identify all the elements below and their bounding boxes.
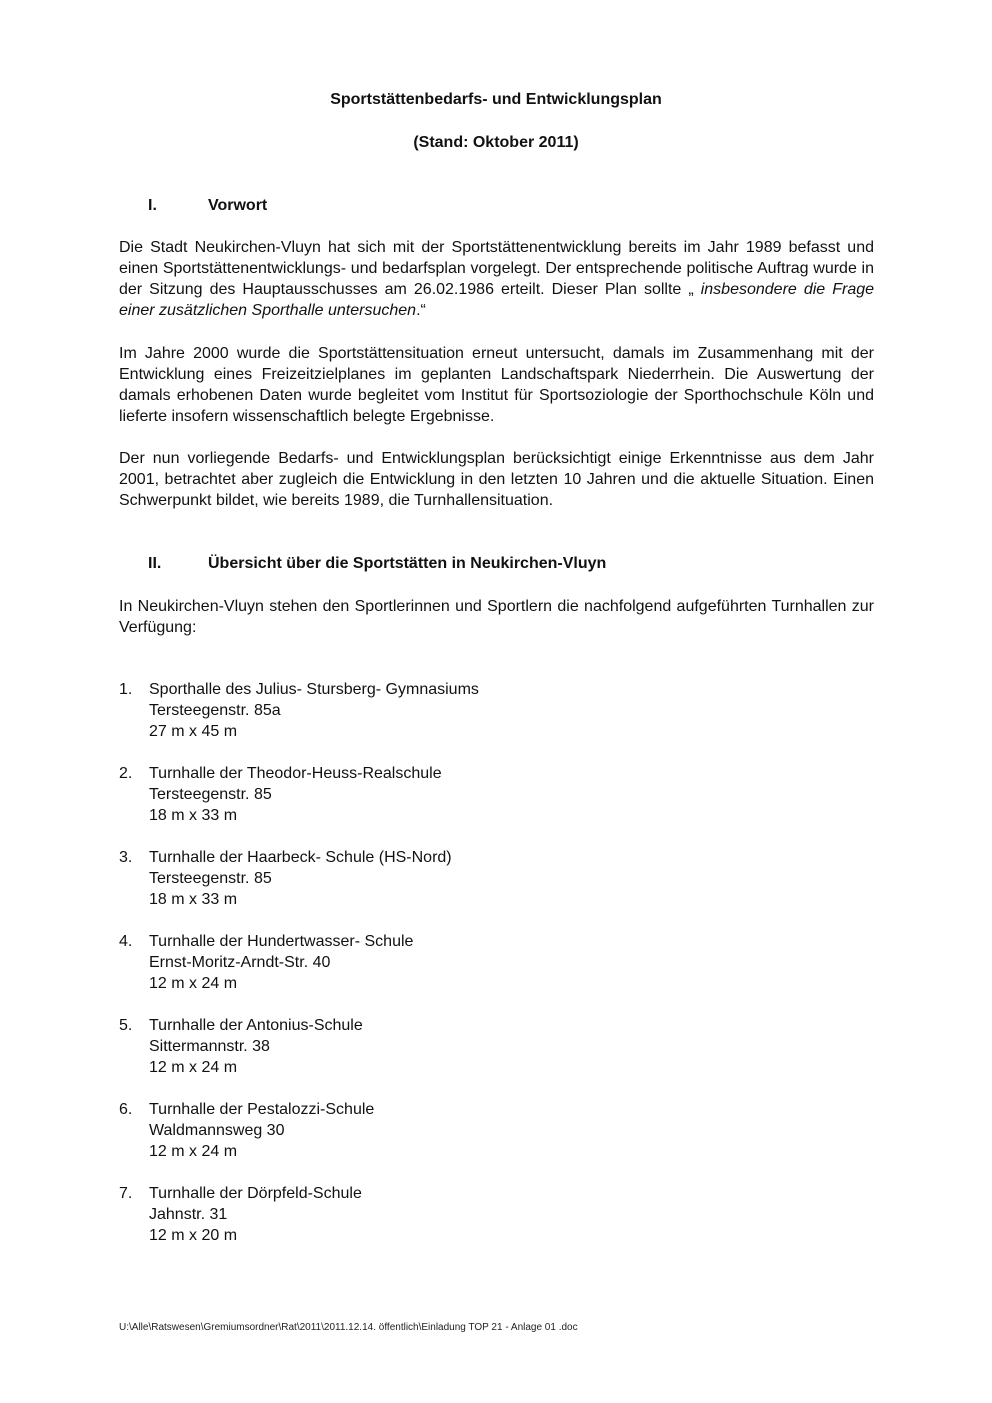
list-item: [119, 1183, 874, 1246]
section-title: Vorwort: [208, 197, 268, 214]
paragraph-1: [119, 237, 874, 321]
section-number: II.: [148, 555, 162, 572]
hall-address: Waldmannsweg 30: [149, 1122, 285, 1139]
list-item: [119, 1015, 874, 1078]
hall-size: 12 m x 24 m: [149, 1143, 238, 1160]
hall-name: Turnhalle der Dörpfeld-Schule: [149, 1185, 362, 1202]
list-item: [119, 847, 874, 910]
paragraph-intro: In Neukirchen-Vluyn stehen den Sportlerinnen und Sportlern die nachfolgend aufgeführten Turnhallen zur Verfügung:: [119, 598, 874, 636]
hall-size: 12 m x 20 m: [149, 1227, 238, 1244]
hall-name: Turnhalle der Hundertwasser- Schule: [149, 933, 414, 950]
paragraph-1-text: Die Stadt Neukirchen-Vluyn hat sich mit der Sportstättenentwicklung bereits im Jahr 1989 befasst und einen Sportstättenentwicklungs- und bedarfsplan vorgelegt. Der entsprechende politische Auftrag wurde in der Sitzung des Hauptausschusses am 26.02.1986 erteilt. Dieser Plan sollte „: [119, 239, 874, 298]
section-heading-uebersicht: [148, 555, 606, 573]
section-heading-vorwort: [148, 197, 267, 215]
hall-size: 27 m x 45 m: [149, 723, 238, 740]
list-number: 4.: [119, 933, 133, 950]
hall-size: 12 m x 24 m: [149, 975, 238, 992]
paragraph-2: Im Jahre 2000 wurde die Sportstättensituation erneut untersucht, damals im Zusammenhang mit der Entwicklung eines Freizeitzielplanes im geplanten Landschaftspark Niederrhein. Die Auswertung der damals erhobenen Daten wurde begleitet vom Institut für Sportsoziologie der Sporthochschule Köln und lieferte insofern wissenschaftlich belegte Ergebnisse.: [119, 345, 874, 425]
hall-address: Sittermannstr. 38: [149, 1038, 270, 1055]
list-number: 5.: [119, 1017, 133, 1034]
hall-address: Tersteegenstr. 85: [149, 786, 272, 803]
list-item: [119, 763, 874, 826]
hall-name: Turnhalle der Theodor-Heuss-Realschule: [149, 765, 442, 782]
paragraph-3: Der nun vorliegende Bedarfs- und Entwicklungsplan berücksichtigt einige Erkenntnisse aus dem Jahr 2001, betrachtet aber zugleich die Entwicklung in den letzten 10 Jahren und die aktuelle Situation. Einen Schwerpunkt bildet, wie bereits 1989, die Turnhallensituation.: [119, 450, 874, 509]
list-number: 3.: [119, 849, 133, 866]
list-item: [119, 1099, 874, 1162]
hall-address: Ernst-Moritz-Arndt-Str. 40: [149, 954, 331, 971]
hall-size: 12 m x 24 m: [149, 1059, 238, 1076]
list-number: 1.: [119, 681, 133, 698]
list-item: [119, 931, 874, 994]
hall-size: 18 m x 33 m: [149, 807, 238, 824]
footer-file-path: U:\Alle\Ratswesen\Gremiumsordner\Rat\2011\2011.12.14. öffentlich\Einladung TOP 21 - Anlage 01 .doc: [119, 1322, 578, 1333]
list-number: 7.: [119, 1185, 133, 1202]
hall-name: Turnhalle der Antonius-Schule: [149, 1017, 363, 1034]
list-number: 6.: [119, 1101, 133, 1118]
hall-name: Turnhalle der Pestalozzi-Schule: [149, 1101, 375, 1118]
document-title: Sportstättenbedarfs- und Entwicklungsplan: [330, 91, 662, 108]
section-number: I.: [148, 197, 157, 214]
section-title: Übersicht über die Sportstätten in Neukirchen-Vluyn: [208, 555, 607, 572]
hall-name: Turnhalle der Haarbeck- Schule (HS-Nord): [149, 849, 452, 866]
hall-name: Sporthalle des Julius- Stursberg- Gymnasiums: [149, 681, 479, 698]
list-number: 2.: [119, 765, 133, 782]
hall-address: Tersteegenstr. 85a: [149, 702, 281, 719]
list-item: [119, 679, 874, 742]
hall-address: Jahnstr. 31: [149, 1206, 228, 1223]
hall-size: 18 m x 33 m: [149, 891, 238, 908]
hall-address: Tersteegenstr. 85: [149, 870, 272, 887]
paragraph-1-end: .“: [416, 302, 426, 319]
document-subtitle: (Stand: Oktober 2011): [413, 134, 579, 151]
paragraph-1-quote: insbesondere die Frage einer zusätzlichen Sporthalle untersuchen: [119, 281, 875, 319]
gym-list: [119, 679, 874, 1267]
